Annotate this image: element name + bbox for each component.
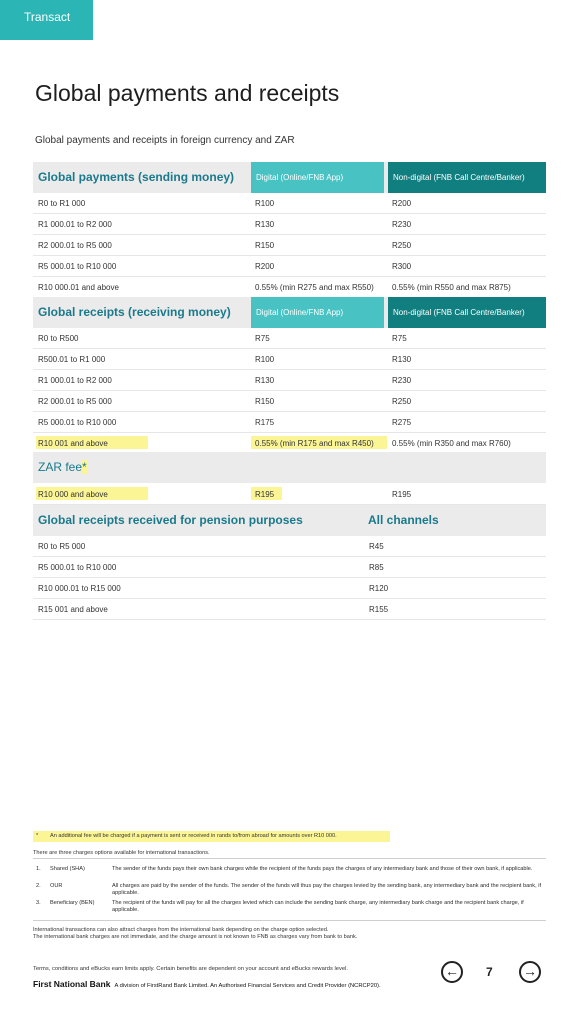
zar-row bbox=[33, 484, 546, 505]
charge-name: OUR bbox=[50, 883, 63, 889]
receiving-nondigital: R275 bbox=[392, 418, 412, 427]
receiving-digital: 0.55% (min R175 and max R450) bbox=[255, 439, 374, 448]
brand-sub: A division of FirstRand Bank Limited. An Authorised Financial Services and Credit Provider (NCRCP20). bbox=[114, 983, 381, 989]
pension-band: R10 000.01 to R15 000 bbox=[38, 584, 121, 593]
pension-col-all: All channels bbox=[368, 513, 439, 527]
zar-title-text: ZAR fee bbox=[38, 460, 83, 474]
receiving-row bbox=[33, 412, 546, 433]
sending-row bbox=[33, 193, 546, 214]
sending-row bbox=[33, 277, 546, 298]
page-title: Global payments and receipts bbox=[35, 80, 340, 106]
receiving-row bbox=[33, 370, 546, 391]
receiving-nondigital: R75 bbox=[392, 334, 407, 343]
receiving-col-digital: Digital (Online/FNB App) bbox=[251, 297, 384, 328]
sending-nondigital: R250 bbox=[392, 241, 412, 250]
pension-band: R0 to R5 000 bbox=[38, 542, 86, 551]
receiving-band: R2 000.01 to R5 000 bbox=[38, 397, 112, 406]
receiving-digital: R75 bbox=[255, 334, 270, 343]
page-subtitle: Global payments and receipts in foreign currency and ZAR bbox=[35, 135, 295, 146]
receiving-row bbox=[33, 433, 546, 454]
sending-nondigital: R200 bbox=[392, 199, 412, 208]
footnote-star-line bbox=[33, 831, 390, 842]
receiving-digital: R100 bbox=[255, 355, 275, 364]
receiving-digital: R150 bbox=[255, 397, 275, 406]
sending-digital: R200 bbox=[255, 262, 275, 271]
pension-row bbox=[33, 536, 546, 557]
receiving-row bbox=[33, 328, 546, 349]
next-page-button[interactable]: → bbox=[519, 961, 541, 983]
footnote-text: An additional fee will be charged if a payment is sent or received in rands to/from abroad for amounts over R10 000. bbox=[50, 833, 337, 839]
sending-digital: R100 bbox=[255, 199, 275, 208]
receiving-row bbox=[33, 391, 546, 412]
pension-fee: R45 bbox=[369, 542, 384, 551]
intl-note-1: International transactions can also attract charges from the international bank depending on the charge option selected. bbox=[33, 927, 329, 933]
zar-digital: R195 bbox=[255, 490, 275, 499]
sending-col-nondigital: Non-digital (FNB Call Centre/Banker) bbox=[388, 162, 546, 193]
pension-header bbox=[33, 505, 546, 536]
sending-nondigital: 0.55% (min R550 and max R875) bbox=[392, 283, 511, 292]
charges-intro: There are three charges options available for international transactions. bbox=[33, 850, 210, 856]
pension-title: Global receipts received for pension purposes bbox=[38, 513, 303, 527]
charge-desc: The recipient of the funds will pay for all the charges levied which can include the sending bank charge, any intermediary bank charge and the recipient bank charge, if applicable. bbox=[112, 900, 524, 913]
receiving-band: R0 to R500 bbox=[38, 334, 79, 343]
charge-desc: The sender of the funds pays their own bank charges while the recipient of the funds pays the charges of any intermediary bank and those of their own bank, if applicable. bbox=[112, 866, 533, 872]
receiving-header bbox=[33, 297, 546, 328]
receiving-nondigital: R130 bbox=[392, 355, 412, 364]
receiving-row bbox=[33, 349, 546, 370]
charge-name: Shared (SHA) bbox=[50, 866, 85, 872]
transact-tab[interactable]: Transact bbox=[0, 0, 93, 40]
sending-row bbox=[33, 256, 546, 277]
brand-name: First National Bank bbox=[33, 979, 111, 989]
pension-fee: R120 bbox=[369, 584, 389, 593]
pension-band: R15 001 and above bbox=[38, 605, 108, 614]
zar-star: * bbox=[82, 460, 87, 474]
terms-text: Terms, conditions and eBucks earn limits apply. Certain benefits are dependent on your account and eBucks rewards level. bbox=[33, 966, 349, 972]
sending-digital: R150 bbox=[255, 241, 275, 250]
receiving-band: R10 001 and above bbox=[38, 439, 108, 448]
sending-nondigital: R230 bbox=[392, 220, 412, 229]
charge-num: 3. bbox=[36, 900, 41, 906]
zar-band: R10 000 and above bbox=[38, 490, 108, 499]
sending-row bbox=[33, 235, 546, 256]
charge-name: Beneficiary (BEN) bbox=[50, 900, 95, 906]
pension-row bbox=[33, 557, 546, 578]
sending-col-digital: Digital (Online/FNB App) bbox=[251, 162, 384, 193]
zar-title bbox=[38, 460, 87, 474]
sending-title: Global payments (sending money) bbox=[38, 170, 235, 184]
zar-nondigital: R195 bbox=[392, 490, 412, 499]
charge-num: 1. bbox=[36, 866, 41, 872]
receiving-nondigital: 0.55% (min R350 and max R760) bbox=[392, 439, 511, 448]
sending-band: R0 to R1 000 bbox=[38, 199, 86, 208]
receiving-nondigital: R230 bbox=[392, 376, 412, 385]
receiving-digital: R175 bbox=[255, 418, 275, 427]
sending-band: R2 000.01 to R5 000 bbox=[38, 241, 112, 250]
page-number: 7 bbox=[486, 965, 493, 979]
intl-note-2: The international bank charges are not immediate, and the charge amount is not known to FNB as charges vary from bank to bank. bbox=[33, 934, 358, 940]
receiving-band: R1 000.01 to R2 000 bbox=[38, 376, 112, 385]
pension-fee: R155 bbox=[369, 605, 389, 614]
receiving-col-nondigital: Non-digital (FNB Call Centre/Banker) bbox=[388, 297, 546, 328]
sending-header bbox=[33, 162, 546, 193]
zar-header bbox=[33, 452, 546, 483]
receiving-band: R5 000.01 to R10 000 bbox=[38, 418, 117, 427]
sending-band: R10 000.01 and above bbox=[38, 283, 119, 292]
pension-row bbox=[33, 599, 546, 620]
charge-num: 2. bbox=[36, 883, 41, 889]
footnote-star: * bbox=[36, 833, 39, 839]
receiving-band: R500.01 to R1 000 bbox=[38, 355, 106, 364]
sending-row bbox=[33, 214, 546, 235]
receiving-digital: R130 bbox=[255, 376, 275, 385]
prev-page-button[interactable]: ← bbox=[441, 961, 463, 983]
sending-nondigital: R300 bbox=[392, 262, 412, 271]
pension-band: R5 000.01 to R10 000 bbox=[38, 563, 117, 572]
pension-fee: R85 bbox=[369, 563, 384, 572]
sending-band: R5 000.01 to R10 000 bbox=[38, 262, 117, 271]
receiving-nondigital: R250 bbox=[392, 397, 412, 406]
pension-row bbox=[33, 578, 546, 599]
brand bbox=[33, 979, 381, 989]
charge-desc: All charges are paid by the sender of the funds. The sender of the funds will thus pay the charges levied by the sending bank, any intermediary bank and the recipient bank, if applicable. bbox=[112, 883, 542, 896]
receiving-title: Global receipts (receiving money) bbox=[38, 305, 231, 319]
sending-digital: 0.55% (min R275 and max R550) bbox=[255, 283, 374, 292]
sending-band: R1 000.01 to R2 000 bbox=[38, 220, 112, 229]
sending-digital: R130 bbox=[255, 220, 275, 229]
